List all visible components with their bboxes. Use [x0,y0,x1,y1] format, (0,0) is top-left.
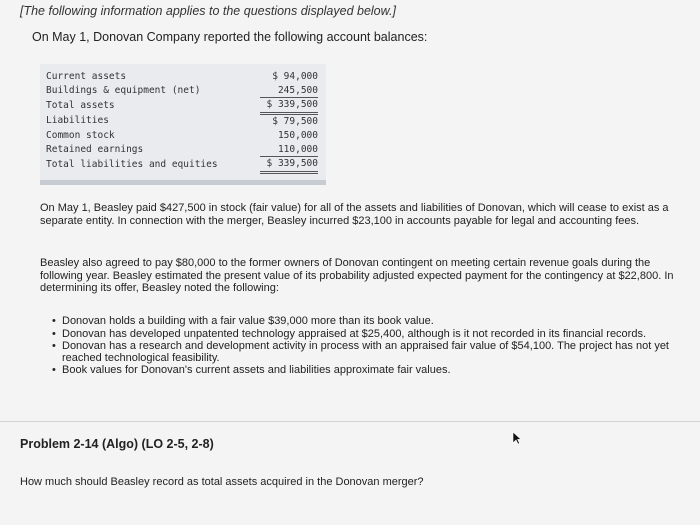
account-amount: $ 94,000 [272,71,318,82]
account-label: Current assets [46,71,127,82]
account-amount: 110,000 [260,143,318,157]
account-amount: 245,500 [260,84,318,98]
account-label: Total assets [46,99,115,111]
instructions-note: [The following information applies to the questions displayed below.] [20,4,396,18]
list-item: • Book values for Donovan's current assets and liabilities approximate fair values. [52,364,451,376]
account-amount: $ 339,500 [260,157,318,173]
table-row [46,157,318,173]
account-label: Common stock [46,129,115,141]
list-item: • Donovan holds a building with a fair value $39,000 more than its book value. [52,315,434,327]
mouse-cursor-icon [512,431,522,445]
merger-paragraph: On May 1, Beasley paid $427,500 in stock (fair value) for all of the assets and liabilities of Donovan, which will cease to exist as a separate entity. In connection with the merger, Beasley incurred $23,100 in accounts payable for legal and accounting fees. [40,202,669,227]
list-item: • Donovan has developed unpatented technology appraised at $25,400, although is it not recorded in its financial records. [52,327,647,340]
table-row [46,129,318,143]
list-item: • Donovan has a research and development activity in process with an appraised fair value of $54,100. The project has not yet reached technological feasibility. [52,340,669,364]
bullet-icon: • [52,364,56,376]
facts-list [52,316,677,378]
account-label: Buildings & equipment (net) [46,84,201,96]
account-label: Liabilities [46,115,109,127]
contingency-paragraph: Beasley also agreed to pay $80,000 to the former owners of Donovan contingent on meeting certain revenue goals during the following year. Beasley estimated the present value of its probability adjusted expected payment for the contingency at $22,800. In determining its offer, Beasley noted the following: [40,257,674,294]
intro-text: On May 1, Donovan Company reported the following account balances: [32,30,428,44]
account-label: Retained earnings [46,143,144,155]
balance-table [46,70,318,174]
table-row [46,84,318,98]
account-label: Total liabilities and equities [46,158,218,170]
table-row [46,143,318,157]
problem-title: Problem 2-14 (Algo) (LO 2-5, 2-8) [20,437,214,451]
balance-table-panel [40,64,326,185]
account-amount: $ 79,500 [272,116,318,128]
account-amount: 150,000 [277,129,318,141]
account-amount: $ 339,500 [260,98,318,114]
bullet-icon: • [52,315,56,327]
table-row [46,98,318,114]
table-row [46,70,318,84]
question-text: How much should Beasley record as total assets acquired in the Donovan merger? [20,476,424,488]
section-divider [0,421,700,422]
table-row [46,114,318,129]
bullet-icon: • [52,327,56,340]
bullet-icon: • [52,340,56,352]
